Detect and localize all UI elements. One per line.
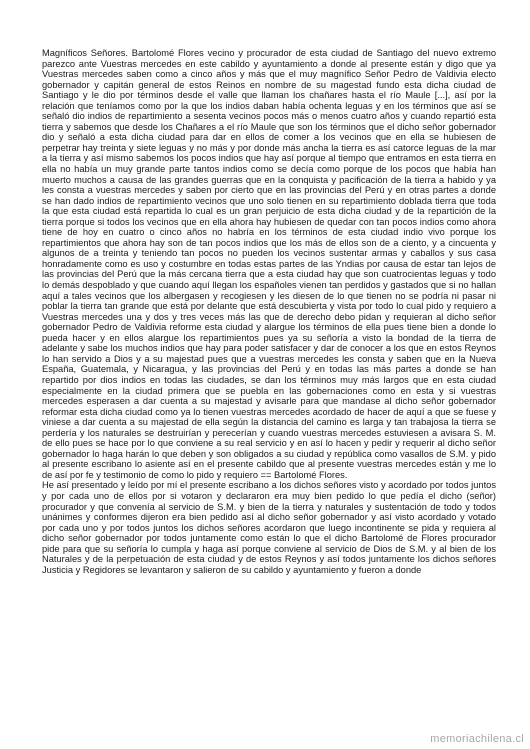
record-paragraph: He así presentado y leído por mí el presente escribano a los dichos señores visto y acordado por todos juntos y por cada uno de ellos por si votaron y declararon era muy bien pedido lo que pedía el dicho (señor) procurador y que convenía al servicio de S.M. y bien de la tierra y naturales y sustentación de todo y todos unánimes y conformes dijeron era bien pedido así al dicho señor gobernador y así visto acordado y votado por cada uno y por todos juntos los dichos señores acordaron que luego incontinente se pida y requiera al dicho señor gobernador por todos juntamente como están lo que el dicho Bartolomé de Flores procurador pide para que su señoría lo cumpla y haga así porque conviene al servicio de Dios de S.M. y al bien de los Naturales y de la perpetuación de esta ciudad y de estos Reynos y así todos juntamente los dichos señores Justicia y Regidores se levantaron y salieron de su cabildo y ayuntamiento y fueron a donde	[42, 480, 496, 575]
petition-paragraph: Magníficos Señores. Bartolomé Flores vecino y procurador de esta ciudad de Santiago del nuevo extremo parezco ante Vuestras mercedes en este cabildo y ayuntamiento a donde al presente están y digo que ya Vuestras mercedes saben como a cinco años y más que el muy magnífico Señor Pedro de Valdivia electo gobernador y capitán general de estos Reinos en nombre de su magestad fundo esta dicha ciudad de Santiago y le dio por términos desde el valle que llaman los chañares hasta el río Maule [...], así por la relación que teníamos como por la que los indios daban había ochenta leguas y en los términos que así se señaló dio indios de repartimiento a sesenta vecinos pocos más o menos cuatro años y cuando repartió esta tierra y sabemos que desde los Chañares a el río Maule que son los términos que el dicho señor gobernador dio y señaló a esta dicha ciudad para dar en ellos de comer a los vecinos que en ella se hubiesen de perpetrar hay treinta y siete leguas y no más y por donde más ancha la tierra es así catorce leguas de la mar a la tierra y así mismo sabemos los pocos indios que hay así porque al tiempo que entramos en esta tierra en ella no había un muy grande parte tantos indios como se decía como porque de los pocos que había han muerto muchos a causa de las grandes guerras que en la conquista y pacificación de la tierra a habido y ya les consta a vuestras mercedes y saben por cierto que en las provincias del Perú y en otras partes a donde se han dado indios de repartimiento vecinos que uno solo tienen en su repartimiento doblada tierra que toda la que esta ciudad está repartida lo cual es un gran perjuicio de esta dicha ciudad y de la repartición de la tierra porque si todos los vecinos que en ella ahora hay hubiesen de quedar con tan pocos indios como ahora tiene de hoy en cuatro o cinco años no habría en los términos de esta ciudad indio vivo porque los repartimientos que ahora hay son de tan pocos indios que los más de ellos son de a ciento, y a cincuenta y algunos de a treinta y teniendo tan pocos no pueden los vecinos sustentar armas y caballos y sus casa honradamente como es uso y costumbre en todas estas partes de las Yndias por causa de estar tan lejos de las provincias del Perú que la más cercana tierra que a esta ciudad hay que son cuatrocientas leguas y todo lo demás despoblado y que cuando aquí llegan los españoles vienen tan perdidos y gastados que si no hallan aquí a tales vecinos que los albergasen y recogiesen y les diesen de lo que tienen no se podría ni pasar ni poblar la tierra tan grande que está por delante que está descubierta y vista por todo lo cual pido y requiero a Vuestras mercedes una y dos y tres veces más las que de derecho debo pidan y requieran al dicho señor gobernador Pedro de Valdivia reforme esta ciudad y alargue los términos de ella pues tiene bien a donde lo pueda hacer y en ellos alargue los repartimientos pues ya su señoría a visto la bondad de la tierra de adelante y sabe los muchos indios que hay para poder satisfacer y dar de conocer a los que en estos Reynos lo han servido a Dios y a su majestad pues que a vuestras mercedes les consta y saben que en la Nueva España, Guatemala, y Nicaragua, y las provincias del Perú y en todas las más partes a donde se han repartido por dios indios en todas las ciudades, se dan los términos muy más largos que en esta ciudad especialmente en la ciudad primera que se puebla en las gobernaciones como en esta y si vuestras mercedes esperasen a dar cuenta a su majestad y avisarle para que mandase al dicho señor gobernador reformar esta dicha ciudad como ya lo tienen vuestras mercedes acordado de hacer de aquí a que se fuese y viniese a dar cuenta a su majestad de ella según la distancia del camino es larga y tan trabajosa la tierra se perdería y los naturales se destruirían y perecerían y cuando vuestras mercedes estuviesen a avisara S. M. de ello pues se hace por lo que conviene a su real servicio y en así lo hacen y pedir y requerir al dicho señor gobernador lo haga harán lo que deben y son obligados a su ciudad y república como vasallos de S.M. y pido al presente escribano lo asiente así en el presente cabildo que al presente vuestras mercedes están y me lo de así por fe y testimonio de como lo pido y requiero == Bartolomé Flores.	[42, 48, 496, 480]
document-body	[42, 48, 496, 718]
watermark-logo: memoriachilena.cl	[430, 733, 524, 745]
